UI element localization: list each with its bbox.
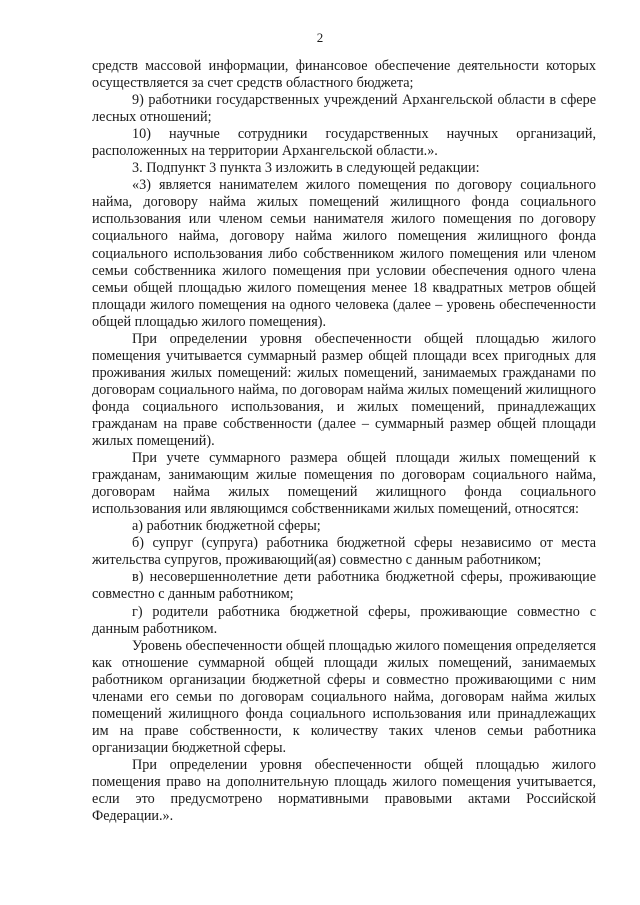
- paragraph-continuation: средств массовой информации, финансовое обеспечение деятельности которых осуществляется за счет средств областного бюджета;: [92, 58, 596, 92]
- list-item-v: в) несовершеннолетние дети работника бюджетной сферы, проживающие совместно с данным работником;: [92, 569, 596, 603]
- page-number: 2: [316, 30, 324, 45]
- amendment-subpoint-3: «3) является нанимателем жилого помещения по договору социального найма, договору найма жилых помещений жилищного фонда социального использования или членом семьи нанимателя жилого помещения по договору социального найма, договору найма жилого помещения жилищного фонда социального использования либо собственником жилого помещения или членом семьи собственника жилого помещения при условии обеспечения одного члена семьи общей площадью жилого помещения менее 18 квадратных метров общей площади жилого помещения на одного человека (далее – уровень обеспеченности общей площадью жилого помещения).: [92, 177, 596, 330]
- list-item-a: а) работник бюджетной сферы;: [132, 518, 321, 535]
- list-item-g: г) родители работника бюджетной сферы, проживающие совместно с данным работником.: [92, 603, 596, 637]
- paragraph-provision-level: Уровень обеспеченности общей площадью жилого помещения определяется как отношение суммарной общей площади жилых помещений, занимаемых работником организации бюджетной сферы и совместно проживающими с ним членами его семьи по договорам социального найма, договорам найма жилых помещений жилищного фонда социального использования или принадлежащих им на праве собственности, к количеству таких членов семьи работника организации бюджетной сферы.: [92, 637, 596, 756]
- paragraph-area-calculation: При определении уровня обеспеченности общей площадью жилого помещения учитывается суммарный размер общей площади всех пригодных для проживания жилых помещений: жилых помещений, занимаемых гражданами по договорам социального найма, по договорам найма жилых помещений жилищного фонда социального использования, и жилых помещений, принадлежащих гражданам на праве собственности (далее – суммарный размер общей площади жилых помещений).: [92, 330, 596, 450]
- list-item-b: б) супруг (супруга) работника бюджетной сферы независимо от места жительства супругов, проживающий(ая) совместно с данным работником;: [92, 535, 596, 569]
- list-item-9: 9) работники государственных учреждений Архангельской области в сфере лесных отношений;: [92, 92, 596, 126]
- paragraph-additional-area: При определении уровня обеспеченности общей площадью жилого помещения право на дополнительную площадь жилого помещения учитывается, если это предусмотрено нормативными правовыми актами Российской Федерации.».: [92, 756, 596, 825]
- list-item-10: 10) научные сотрудники государственных научных организаций, расположенных на территории Архангельской области.».: [92, 126, 596, 160]
- document-body: [92, 58, 596, 825]
- paragraph-family-members: При учете суммарного размера общей площади жилых помещений к гражданам, занимающим жилые помещения по договорам социального найма, договорам найма жилых помещений жилищного фонда социального использования или являющимся собственниками жилых помещений, относятся:: [92, 450, 596, 518]
- amendment-heading: 3. Подпункт 3 пункта 3 изложить в следующей редакции:: [132, 160, 480, 177]
